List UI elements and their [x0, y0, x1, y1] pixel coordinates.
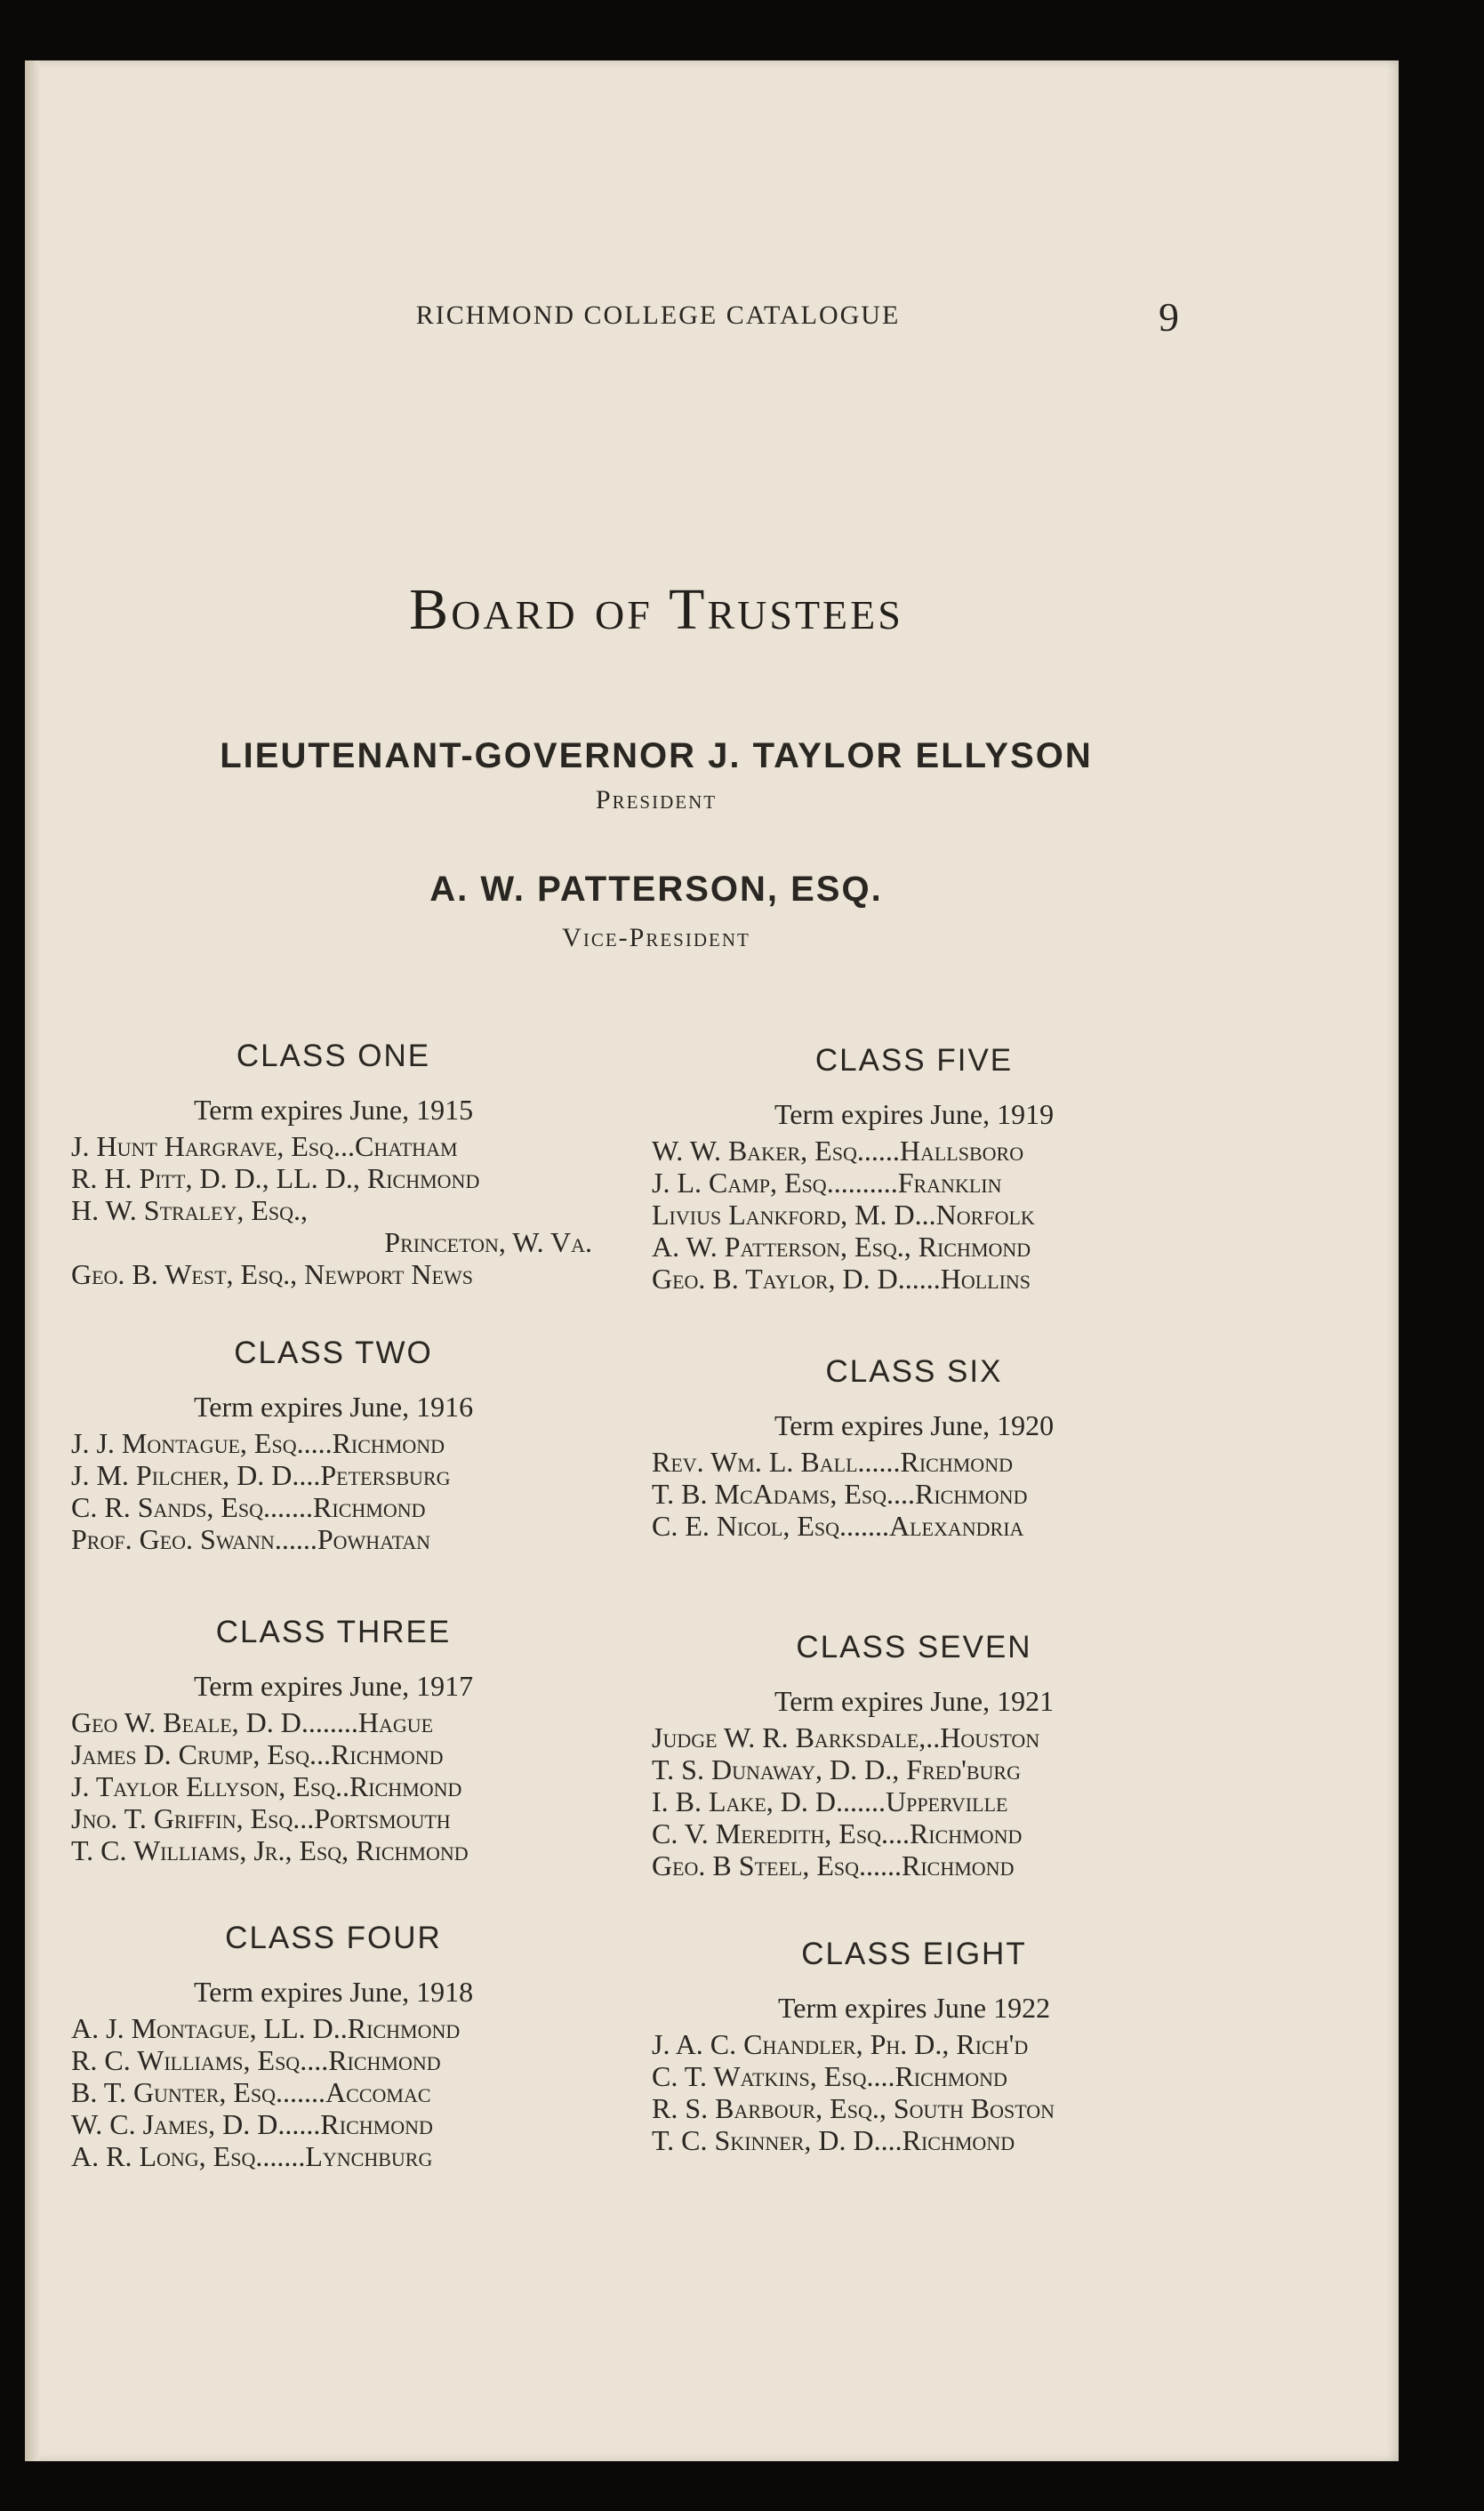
trustee-row: T. C. Skinner, D. D....Richmond — [652, 2124, 1015, 2156]
trustee-row: R. H. Pitt, D. D., LL. D., Richmond — [71, 1162, 480, 1194]
trustee-row: T. S. Dunaway, D. D., Fred'burg — [652, 1753, 1021, 1785]
trustee-row: R. S. Barbour, Esq., South Boston — [652, 2092, 1055, 2124]
trustee-row: B. T. Gunter, Esq.......Accomac — [71, 2076, 431, 2108]
trustee-row: Rev. Wm. L. Ball......Richmond — [652, 1446, 1013, 1478]
class-seven — [652, 1630, 1176, 1881]
trustee-row: Geo W. Beale, D. D........Hague — [71, 1706, 434, 1738]
page-number: 9 — [1159, 294, 1179, 340]
vice-president-title: Vice-President — [562, 923, 750, 952]
class-three — [71, 1615, 596, 1866]
trustee-row: Judge W. R. Barksdale,..Houston — [652, 1721, 1040, 1753]
class-heading: CLASS ONE — [236, 1039, 431, 1073]
trustee-row: A. J. Montague, LL. D..Richmond — [71, 2012, 461, 2044]
trustee-row: J. Hunt Hargrave, Esq...Chatham — [71, 1130, 458, 1162]
trustee-row: T. B. McAdams, Esq....Richmond — [652, 1478, 1028, 1510]
trustee-row: Princeton, W. Va. — [384, 1226, 592, 1258]
trustee-row: J. A. C. Chandler, Ph. D., Rich'd — [652, 2028, 1029, 2060]
class-term: Term expires June, 1920 — [774, 1409, 1055, 1441]
class-heading: CLASS EIGHT — [801, 1937, 1027, 1971]
trustee-row: C. V. Meredith, Esq....Richmond — [652, 1817, 1023, 1849]
trustee-row: W. C. James, D. D......Richmond — [71, 2108, 433, 2140]
class-five — [652, 1043, 1176, 1295]
class-heading: CLASS FIVE — [814, 1043, 1014, 1078]
president-name: LIEUTENANT-GOVERNOR J. TAYLOR ELLYSON — [220, 736, 1093, 775]
trustee-row: Jno. T. Griffin, Esq...Portsmouth — [71, 1802, 451, 1834]
trustee-row: J. M. Pilcher, D. D....Petersburg — [71, 1459, 451, 1491]
class-four — [71, 1921, 596, 2172]
page-title: Board of Trustees — [409, 577, 903, 642]
trustee-row: R. C. Williams, Esq....Richmond — [71, 2044, 441, 2076]
trustee-row: T. C. Williams, Jr., Esq, Richmond — [71, 1834, 469, 1866]
class-six — [652, 1354, 1176, 1542]
trustee-row: H. W. Straley, Esq., — [71, 1194, 309, 1226]
trustee-row: Prof. Geo. Swann......Powhatan — [71, 1523, 431, 1555]
class-term: Term expires June, 1915 — [193, 1094, 474, 1126]
running-head: RICHMOND COLLEGE CATALOGUE — [415, 301, 901, 330]
class-heading: CLASS TWO — [234, 1336, 433, 1370]
class-term: Term expires June, 1919 — [774, 1098, 1055, 1130]
class-heading: CLASS FOUR — [225, 1921, 442, 1955]
class-term: Term expires June, 1916 — [193, 1391, 474, 1423]
trustee-row: Livius Lankford, M. D...Norfolk — [652, 1199, 1035, 1231]
class-term: Term expires June, 1917 — [193, 1670, 474, 1702]
class-heading: CLASS SIX — [825, 1354, 1003, 1389]
president-title: President — [595, 785, 718, 814]
trustee-row: Geo. B. Taylor, D. D......Hollins — [652, 1263, 1031, 1295]
page-gutter-shadow — [25, 60, 39, 2461]
class-term: Term expires June, 1921 — [774, 1685, 1055, 1717]
class-two — [71, 1336, 596, 1555]
trustee-row: I. B. Lake, D. D.......Upperville — [652, 1785, 1008, 1817]
trustee-row: A. W. Patterson, Esq., Richmond — [652, 1231, 1031, 1263]
trustee-row: J. J. Montague, Esq.....Richmond — [71, 1427, 445, 1459]
class-term: Term expires June, 1918 — [193, 1976, 474, 2008]
vice-president-name: A. W. PATTERSON, ESQ. — [429, 870, 883, 909]
trustee-row: J. Taylor Ellyson, Esq..Richmond — [71, 1770, 462, 1802]
trustee-row: J. L. Camp, Esq..........Franklin — [652, 1167, 1002, 1199]
trustee-row: C. E. Nicol, Esq.......Alexandria — [652, 1510, 1024, 1542]
trustee-row: A. R. Long, Esq.......Lynchburg — [71, 2140, 433, 2172]
trustee-row: James D. Crump, Esq...Richmond — [71, 1738, 444, 1770]
trustee-row: Geo. B Steel, Esq......Richmond — [652, 1849, 1015, 1881]
trustee-row: C. T. Watkins, Esq....Richmond — [652, 2060, 1007, 2092]
class-heading: CLASS SEVEN — [796, 1630, 1032, 1665]
trustee-row: W. W. Baker, Esq......Hallsboro — [652, 1135, 1024, 1167]
class-heading: CLASS THREE — [215, 1615, 452, 1649]
class-one — [71, 1039, 596, 1290]
trustee-row: Geo. B. West, Esq., Newport News — [71, 1258, 473, 1290]
trustee-row: C. R. Sands, Esq.......Richmond — [71, 1491, 426, 1523]
catalogue-page — [25, 60, 1399, 2461]
class-eight — [652, 1937, 1176, 2156]
class-term: Term expires June 1922 — [777, 1992, 1051, 2024]
